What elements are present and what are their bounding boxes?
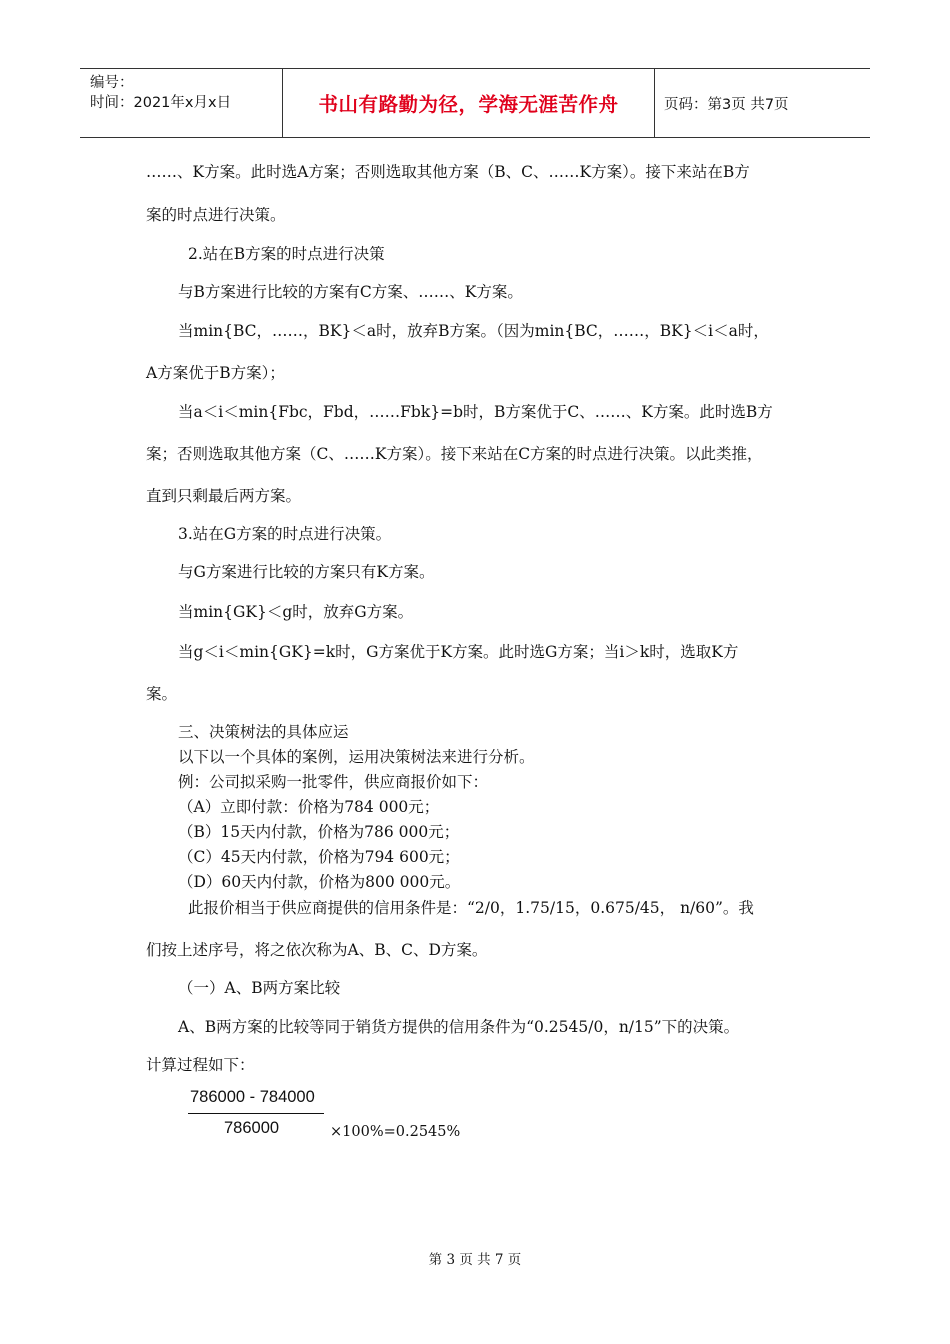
section-heading: 2.站在B方案的时点进行决策 xyxy=(188,245,385,263)
list-item: （B）15天内付款，价格为786 000元； xyxy=(178,823,460,841)
paragraph-line: 计算过程如下： xyxy=(146,1056,255,1074)
paragraph-line: A方案优于B方案）； xyxy=(146,364,285,382)
paragraph-line: 此报价相当于供应商提供的信用条件是：“2/0，1.75/15，0.675/45， n/60”。我 xyxy=(188,899,754,917)
header-motto: 书山有路勤为径，学海无涯苦作舟 xyxy=(318,93,619,116)
paragraph-line: 直到只剩最后两方案。 xyxy=(146,487,302,505)
section-heading: 3.站在G方案的时点进行决策。 xyxy=(178,525,392,543)
formula-result: ×100%=0.2545% xyxy=(330,1124,461,1140)
paragraph-line: 以下以一个具体的案例，运用决策树法来进行分析。 xyxy=(178,748,535,766)
paragraph-line: A、B两方案的比较等同于销货方提供的信用条件为“0.2545/0，n/15”下的决策。 xyxy=(178,1018,740,1036)
header-table xyxy=(80,68,870,138)
header-page-code: 页码：第3页 共7页 xyxy=(664,97,789,113)
paragraph-line: 当min{BC，……，BK}＜a时，放弃B方案。（因为min{BC，……，BK}＜i＜a时， xyxy=(178,322,769,340)
list-item: （A）立即付款：价格为784 000元； xyxy=(178,798,440,816)
formula-numerator: 786000 - 784000 xyxy=(190,1088,315,1106)
number-label: 编号： xyxy=(90,75,134,91)
time-label: 时间：2021年x月x日 xyxy=(90,95,232,111)
paragraph-line: 当g＜i＜min{GK}=k时，G方案优于K方案。此时选G方案；当i＞k时，选取K方 xyxy=(178,643,739,661)
list-item: （D）60天内付款，价格为800 000元。 xyxy=(178,873,461,891)
paragraph-line: 当a＜i＜min{Fbc，Fbd，……Fbk}=b时，B方案优于C、……、K方案。此时选B方 xyxy=(178,403,773,421)
list-item: （C）45天内付款，价格为794 600元； xyxy=(178,848,460,866)
paragraph-line: 案；否则选取其他方案（C、……K方案）。接下来站在C方案的时点进行决策。以此类推， xyxy=(146,445,763,463)
paragraph-line: 们按上述序号，将之依次称为A、B、C、D方案。 xyxy=(146,941,488,959)
page-footer: 第 3 页 共 7 页 xyxy=(428,1252,522,1268)
paragraph-line: 例：公司拟采购一批零件，供应商报价如下： xyxy=(178,773,489,791)
paragraph-line: 当min{GK}＜g时，放弃G方案。 xyxy=(178,603,414,621)
section-heading: 三、决策树法的具体应运 xyxy=(178,723,349,741)
paragraph-line: 案的时点进行决策。 xyxy=(146,206,286,224)
fraction-bar xyxy=(188,1113,324,1114)
header-meta xyxy=(90,73,231,113)
section-heading: （一）A、B两方案比较 xyxy=(178,979,341,997)
paragraph-line: 与G方案进行比较的方案只有K方案。 xyxy=(178,563,435,581)
paragraph-line: 与B方案进行比较的方案有C方案、……、K方案。 xyxy=(178,283,523,301)
formula-denominator: 786000 xyxy=(224,1119,280,1137)
paragraph-line: 案。 xyxy=(146,685,178,703)
paragraph-line: ……、K方案。此时选A方案；否则选取其他方案（B、C、……K方案）。接下来站在B方 xyxy=(146,163,750,181)
